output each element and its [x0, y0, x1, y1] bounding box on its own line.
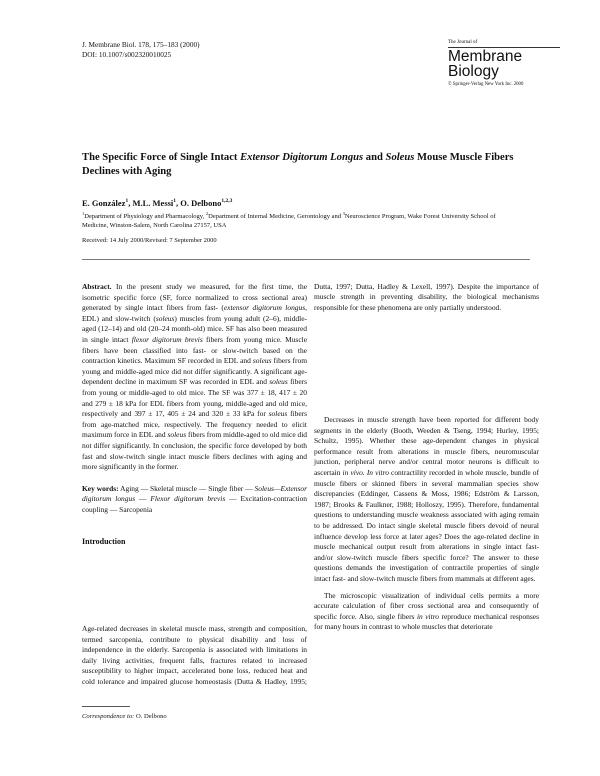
journal-name-line1: Membrane [448, 48, 523, 65]
citation-block [82, 40, 200, 59]
body-italic: In vitro [366, 467, 389, 477]
author-affil-mark: 1,2,3 [221, 198, 233, 204]
abstract-italic: soleus [252, 356, 272, 366]
abstract-italic: soleus [167, 430, 187, 440]
abstract [82, 282, 307, 473]
abstract-italic: soleus [268, 409, 288, 419]
paper-title [82, 151, 522, 178]
abstract-italic: soleus [269, 377, 288, 387]
intro-paragraph-1-continuation: Dutta, 1997; Dutta, Hadley & Lexell, 1997). Despite the importance of muscle strength in preventing disability, the biological mechanisms responsible for these phenomena are only partially understood. [314, 282, 539, 312]
body-text: contractility recorded in whole muscle, bundle of muscle fibers or skinned fibers in several mammalian species show discrepancies (Eddinger, Cassens & Moss, 1986; Edström & Larsson, 1987; Brooks & Faulkner, 1988; Holloszy, 1995). Therefore, fundamental questions to understanding muscle weakness associated with aging remain to be addressed. Do intact single skeletal muscle fibers devoid of neural influence develop less force at later ages? Does the age-related decline in muscle mechanical output result from alterations in single intact fast- and/or slow-twitch muscle fibers specific force? The answer to these questions demands the investigation of contractile properties of single intact fast- and slow-twitch muscle fibers from mammals at different ages. [314, 467, 540, 583]
abstract-text: fibers from middle-aged to old mice did not differ significantly. In conclusion, the specific force developed by both fast and slow-twitch single intact muscle fibers declines with aging and more significantly in the former. [82, 430, 308, 472]
body-italic: in vivo. [342, 467, 365, 477]
abstract-label: Abstract. [82, 282, 112, 291]
keywords-text: — Excitation-contraction coupling — Sarcopenia [82, 494, 308, 514]
journal-rule [448, 47, 560, 48]
abstract-text: fibers from age-matched mice, respectively. The frequency needed to elicit maximum force in EDL and [82, 409, 308, 440]
body-text: The microscopic visualization of individual cells permits a more accurate calculation of fiber cross sectional area and consequently of specific force. Also, single fibers [314, 590, 539, 621]
title-text: Mouse Muscle Fibers Declines with Aging [82, 152, 514, 177]
body-text: Decreases in muscle strength have been reported for different body segments in the elderly (Booth, Weeden & Tseng, 1994; Hurley, 1995; Schultz, 1995). Whether these age-dependent changes in physical performance result from alterations in muscle fibers, neuromuscular junction, peripheral nerve and/or central motor neurons is difficult to ascertain [314, 415, 539, 477]
body-italic: in vitro [416, 611, 439, 621]
abstract-text: EDL) and slow-twitch ( [82, 313, 156, 323]
correspondence-footnote [82, 712, 167, 721]
author-name: M.L. Messi [132, 197, 174, 208]
author-name: E. González [82, 197, 126, 208]
copyright-notice: © Springer-Verlag New York Inc. 2000 [448, 82, 524, 87]
keywords-italic: Soleus—Extensor digitorum longus [82, 483, 307, 504]
citation-line: J. Membrane Biol. 178, 175–183 (2000) [82, 40, 200, 49]
right-column [314, 282, 539, 633]
abstract-italic: extensor digitorum longus, [223, 303, 307, 313]
intro-paragraph-1: Age-related decreases in skeletal muscle mass, strength and composition, termed sarcopenia, contribute to physical disability and loss of independence in the elderly. Sarcopenia is associated with limitations in daily living activities, frequent falls, fractures related to increased susceptibility to higher impact, accelerated bone loss, reduced heat and cold tolerance and impaired glucose homeostasis (Dutta & Hadley, 1995; [82, 624, 307, 686]
affil-text: Neuroscience Program, Wake Forest University School of Medicine, Winston-Salem, North Carolina 27157, USA [82, 213, 496, 230]
header-divider [82, 259, 530, 260]
keywords-text: — [135, 494, 151, 504]
author-affil-mark: 1 [173, 198, 177, 204]
abstract-text: fibers from young and middle-aged mice did not differ significantly. A significant age-dependent decline in maximum SF was recorded in EDL and [82, 356, 307, 387]
affil-mark: 2 [205, 211, 209, 216]
title-italic-text: Soleus [385, 152, 415, 163]
footnote-name: O. Delbono [134, 713, 167, 720]
received-dates: Received: 14 July 2000/Revised: 7 September 2000 [82, 237, 217, 244]
author-name: O. Delbono [180, 197, 222, 208]
paragraph-3 [314, 591, 539, 633]
title-text: The Specific Force of Single Intact [82, 152, 241, 163]
body-text: reproduce mechanical responses for many hours in contrast to whole muscles that deteriorate [314, 611, 539, 632]
abstract-text: In the present study we measured, for the first time, the isometric specific force (SF, force normalized to cross sectional area) generated by single intact fibers from fast- ( [82, 282, 307, 313]
author-list: E. González$^1$, M.L. Messi$^1$, O. Delbono$^{1,2,3}$ [82, 197, 233, 208]
abstract-text: fibers from young mice. Muscle fibers have been classified into fast- or slow-twitch based on the contraction kinetics. Maximum SF recorded in EDL and [82, 334, 307, 366]
title-text: and [363, 152, 386, 163]
affil-mark: 1 [82, 211, 85, 216]
journal-prefix: The Journal of [448, 40, 478, 45]
section-heading-introduction: Introduction [82, 537, 126, 547]
abstract-text: fibers from young or middle-aged to old mice. The SF was 377 ± 18, 417 ± 20 and 279 ± 18 kPa for EDL fibers from young, middle-aged and old mice, respectively and 397 ± 17, 405 ± 24 and 320 ± 33 kPa for [82, 377, 307, 419]
doi-line: DOI: 10.1007/s002320010025 [82, 49, 172, 59]
keywords-text: Aging — Skeletal muscle — Single fiber — [118, 483, 255, 493]
affil-text: Department of Internal Medicine, Gerontology and [208, 213, 343, 221]
abstract-italic: soleus [155, 313, 175, 323]
author-affil-mark: 1 [125, 198, 129, 204]
affiliations [82, 209, 522, 230]
paragraph-2 [314, 415, 539, 585]
keywords [82, 484, 307, 516]
journal-name-line2: Biology [448, 63, 499, 80]
keywords-italic: Flexor digitorum brevis [150, 494, 226, 504]
keywords-label: Key words: [82, 483, 119, 493]
intro-paragraph-continued [314, 282, 539, 409]
abstract-italic: flexor digitorum brevis [131, 334, 203, 344]
intro-paragraph-left [82, 624, 307, 689]
affil-mark: 3 [342, 211, 345, 216]
affil-text: Department of Physiology and Pharmacology, [84, 213, 206, 221]
abstract-text: ) muscles from young adult (2–6), middle-aged (12–14) and old (20–24 month-old) mice. SF has also been measured in single intact [82, 313, 307, 344]
title-italic-text: Extensor Digitorum Longus [240, 152, 364, 163]
footnote-label: Correspondence to: [82, 713, 135, 720]
left-column [82, 282, 307, 557]
footnote-rule [82, 706, 130, 707]
